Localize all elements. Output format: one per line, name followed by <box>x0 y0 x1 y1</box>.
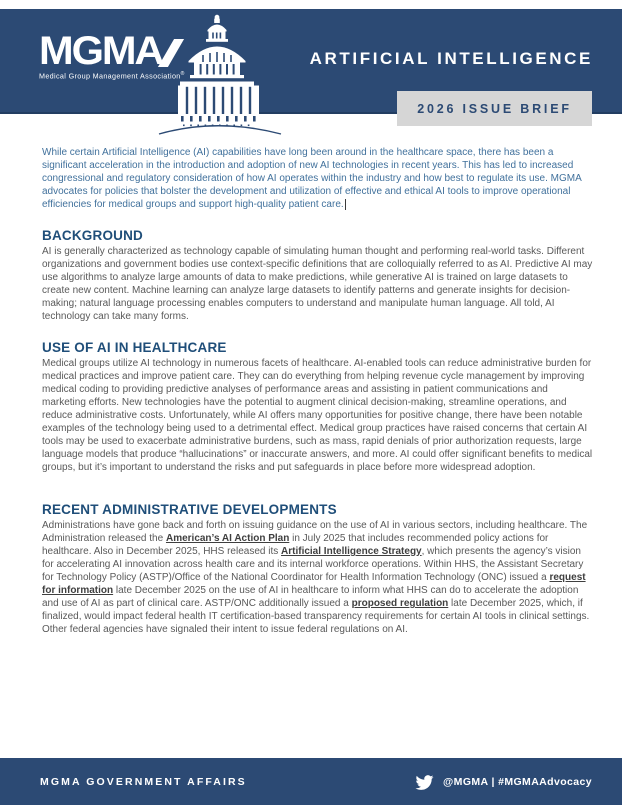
footer-department-label: MGMA GOVERNMENT AFFAIRS <box>40 775 247 788</box>
intro-paragraph: While certain Artificial Intelligence (AI) capabilities have long been around in the healthcare space, there has been a significant acceleration in the introduction and adoption of new AI technologies in recent years. This has led to increased congressional and regulatory consideration of how AI operates within the industry and how best to regulate its use. MGMA advocates for policies that bolster the development and utilization of effective and ethical AI tools to improve operational efficiencies for medical groups and support high-quality patient care. <box>42 147 582 210</box>
link-americas-ai-action-plan[interactable]: American’s AI Action Plan <box>165 533 290 544</box>
link-artificial-intelligence-strategy[interactable]: Artificial Intelligence Strategy <box>281 546 422 557</box>
recent-text-run: late December 2025 on the use of AI in healthcare to inform what HHS can do to accelerate the adoption and use of AI as part of clinical care. ASTP/ONC additionally issued a <box>42 585 579 609</box>
footer-social[interactable] <box>414 773 592 791</box>
twitter-bird-icon[interactable] <box>414 773 435 791</box>
section-body-recent-developments <box>42 519 594 636</box>
document-title: ARTIFICIAL INTELLIGENCE <box>309 49 593 68</box>
section-heading-use-of-ai: USE OF AI IN HEALTHCARE <box>42 340 227 355</box>
issue-brief-badge <box>397 91 592 126</box>
mgma-wordmark: MGMA <box>39 29 163 73</box>
issue-brief-badge-label: 2026 ISSUE BRIEF <box>417 101 572 116</box>
link-request-for-information[interactable]: request for information <box>42 572 586 596</box>
registered-mark: ® <box>180 71 185 78</box>
section-body-use-of-ai: Medical groups utilize AI technology in numerous facets of healthcare. AI-enabled tools can reduce administrative burden for medical practices and improve patient care. They can do everything from helping revenue cycle management by improving medical coding to providing predictive analyses of performance areas and assisting in patient communications and marketing efforts. New technologies have the potential to augment clinical decision-making, streamline operations, and reduce administrative costs. Unfortunately, while AI offers many opportunities for positive change, there have been notable examples of the technology being used to a detrimental effect. Medical group practices have raised concerns that certain AI tools may be used to exacerbate administrative burdens, such as mass, rapid denials of prior authorization requests, large language models that produce “hallucinations” or inaccurate answers, and more. AI could offer significant benefits to medical groups, but it’s important to understand the risks and put safeguards in place before more widespread adoption. <box>42 358 593 473</box>
recent-text-run: Administrations have gone back and forth on issuing guidance on the use of AI in various sectors, including healthcare. The Administration released the <box>42 520 588 544</box>
text-cursor <box>345 199 346 210</box>
section-heading-recent-developments: RECENT ADMINISTRATIVE DEVELOPMENTS <box>42 502 337 517</box>
section-heading-background: BACKGROUND <box>42 228 143 243</box>
section-body-background: AI is generally characterized as technology capable of simulating human thought and performing real-world tasks. Different organizations and government bodies use context-specific definitions that are colloquially referred to as AI. Predictive AI may use algorithms to analyze large amounts of data to make predictions, while generative AI is trained on large datasets to create new content. Machine learning can analyze large datasets to identify patterns and generate insights for decision-making; natural language processing enables computers to understand and manipulate human language. All told, AI technology can take many forms. <box>42 246 593 322</box>
logo-tagline: Medical Group Management Association® <box>39 71 185 81</box>
recent-text-run: in July 2025 that includes recommended policy actions for healthcare. Also in December 2025, HHS released its <box>42 533 549 557</box>
link-proposed-regulation[interactable]: proposed regulation <box>351 598 449 609</box>
footer-band <box>0 758 622 805</box>
recent-text-run: , which presents the agency’s vision for accelerating AI innovation across health care and its internal workforce operations. Within HHS, the Assistant Secretary for Technology Policy (ASTP)/Office of the National Coordinator for Health Information Technology (ONC) issued a <box>42 546 584 583</box>
footer-social-handle[interactable]: @MGMA | #MGMAAdvocacy <box>443 775 592 788</box>
capitol-building-icon <box>155 14 285 138</box>
recent-text-run: late December 2025, which, if finalized, would impact federal health IT certification-based transparency requirements for certain AI tools in clinical settings. Other federal agencies have signaled their intent to issue federal regulations on AI. <box>42 598 590 635</box>
